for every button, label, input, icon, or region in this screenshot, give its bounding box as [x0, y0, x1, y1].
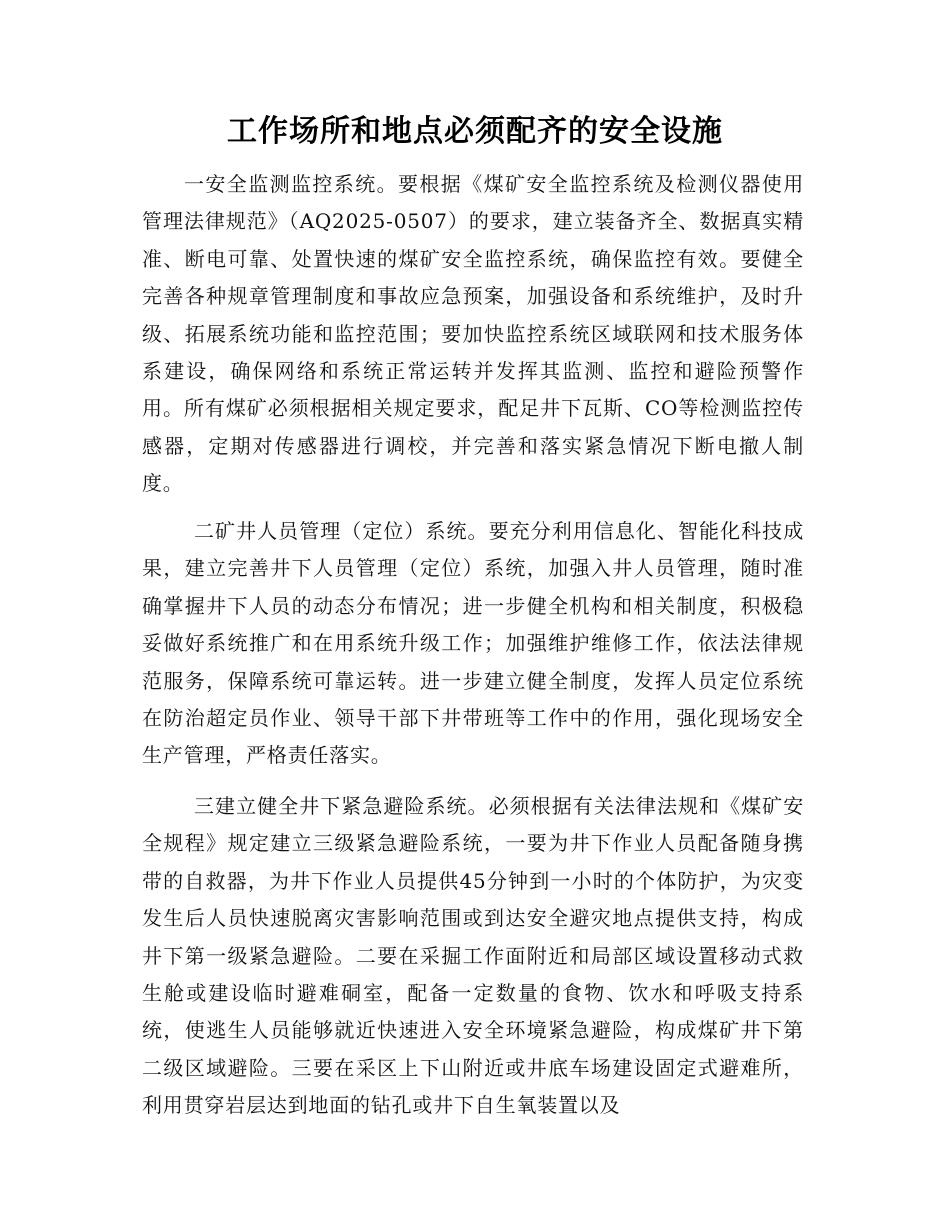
paragraph-monitoring-system: 一安全监测监控系统。要根据《煤矿安全监控系统及检测仪器使用管理法律规范》（AQ2025-0507）的要求，建立装备齐全、数据真实精准、断电可靠、处置快速的煤矿安全监控系统，确保监控有效。要健全完善各种规章管理制度和事故应急预案，加强设备和系统维护，及时升级、拓展系统功能和监控范围；要加快监控系统区域联网和技术服务体系建设，确保网络和系统正常运转并发挥其监测、监控和避险预警作用。所有煤矿必须根据相关规定要求，配足井下瓦斯、CO等检测监控传感器，定期对传感器进行调校，并完善和落实紧急情况下断电撤人制度。: [142, 172, 804, 496]
paragraph-personnel-positioning: 二矿井人员管理（定位）系统。要充分利用信息化、智能化科技成果，建立完善井下人员管理（定位）系统，加强入井人员管理，随时准确掌握井下人员的动态分布情况；进一步健全机构和相关制度，积极稳妥做好系统推广和在用系统升级工作；加强维护维修工作，依法法律规范服务，保障系统可靠运转。进一步建立健全制度，发挥人员定位系统在防治超定员作业、领导干部下井带班等工作中的作用，强化现场安全生产管理，严格责任落实。: [142, 519, 804, 768]
paragraph-emergency-refuge: 三建立健全井下紧急避险系统。必须根据有关法律法规和《煤矿安全规程》规定建立三级紧急避险系统，一要为井下作业人员配备随身携带的自救器，为井下作业人员提供45分钟到一小时的个体防护，为灾变发生后人员快速脱离灾害影响范围或到达安全避灾地点提供支持，构成井下第一级紧急避险。二要在采掘工作面附近和局部区域设置移动式救生舱或建设临时避难硐室，配备一定数量的食物、饮水和呼吸支持系统，使逃生人员能够就近快速进入安全环境紧急避险，构成煤矿井下第二级区域避险。三要在采区上下山附近或井底车场建设固定式避难所，利用贯穿岩层达到地面的钻孔或井下自生氧装置以及: [142, 794, 804, 1118]
document-title: 工作场所和地点必须配齐的安全设施: [227, 114, 723, 149]
